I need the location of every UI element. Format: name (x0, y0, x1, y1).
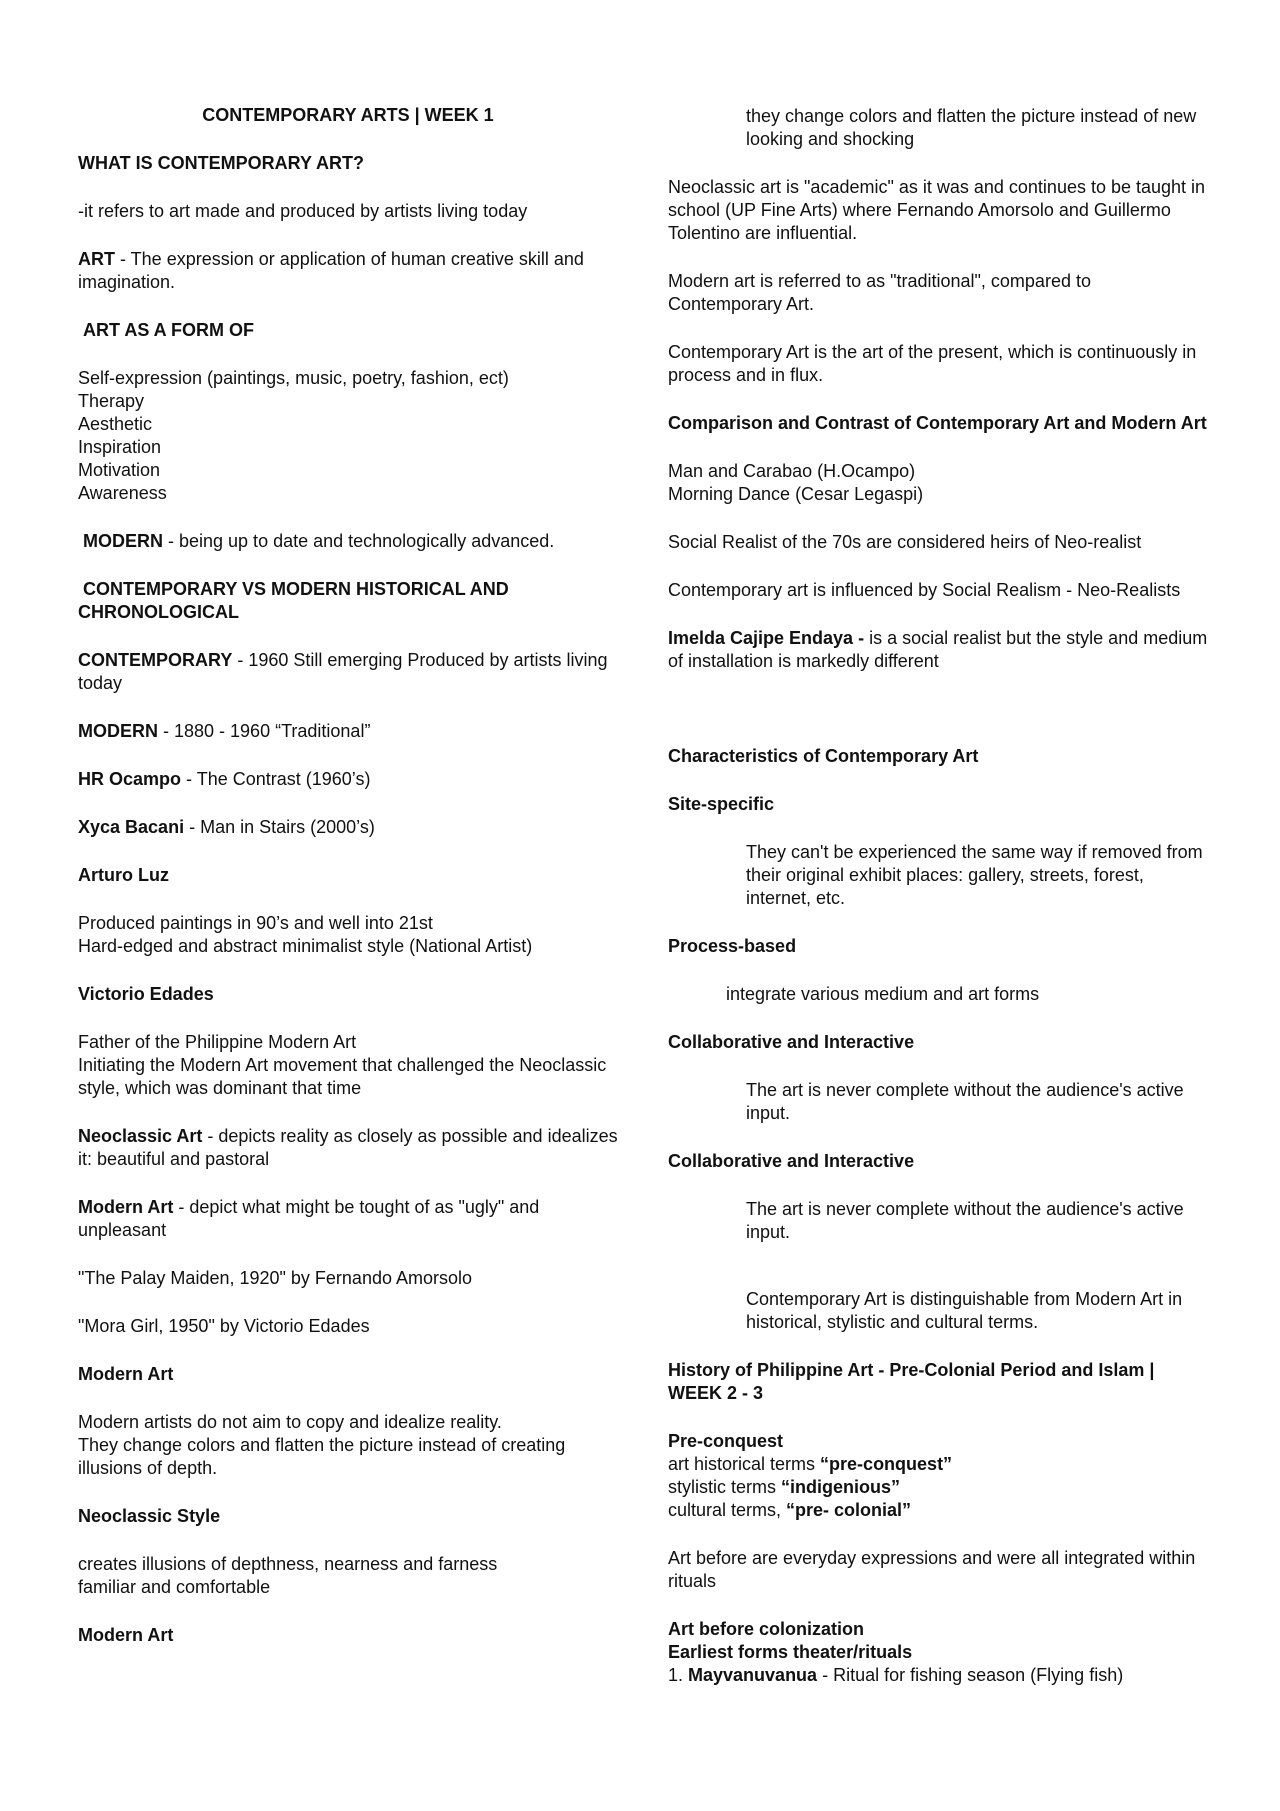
heading-characteristics: Characteristics of Contemporary Art (668, 746, 979, 766)
list-item (668, 1453, 1208, 1476)
everyday-paragraph: Art before are everyday expressions and were all integrated within rituals (668, 1548, 1196, 1591)
academic-paragraph: Neoclassic art is "academic" as it was and continues to be taught in school (UP Fine Arts) where Fernando Amorsolo and Guillermo Tolentino are influential. (668, 177, 1206, 243)
list-item: Awareness (78, 483, 167, 503)
modern-def: - being up to date and technologically advanced. (163, 531, 555, 551)
site-specific-text: They can't be experienced the same way if removed from their original exhibit places: gallery, streets, forest, internet, etc. (746, 842, 1203, 908)
heading-collaborative: Collaborative and Interactive (668, 1032, 915, 1052)
term-label: art historical terms (668, 1454, 821, 1474)
heading-what-is: WHAT IS CONTEMPORARY ART? (78, 153, 364, 173)
neoclassic-definition (78, 1125, 618, 1171)
colonization-block (668, 1618, 1208, 1687)
hr-def: - The Contrast (1960’s) (181, 769, 371, 789)
imelda-def: is a social realist but the style and medium of installation is markedly different (668, 628, 1208, 671)
term-value: “indigenious” (781, 1477, 901, 1497)
list-item: Hard-edged and abstract minimalist style (National Artist) (78, 936, 533, 956)
document-title: CONTEMPORARY ARTS | WEEK 1 (202, 105, 494, 125)
mayvanuvanua-term: Mayvanuvanua (688, 1665, 818, 1685)
distinguishable-paragraph: Contemporary Art is distinguishable from Modern Art in historical, stylistic and cultural terms. (746, 1289, 1183, 1332)
modern-period (78, 720, 618, 743)
modern-definition (83, 530, 618, 553)
heading-process-based: Process-based (668, 936, 797, 956)
list-item: Modern artists do not aim to copy and idealize reality. (78, 1412, 502, 1432)
right-column (668, 105, 1208, 1712)
term-value: “pre- colonial” (786, 1500, 912, 1520)
list-item: Morning Dance (Cesar Legaspi) (668, 484, 924, 504)
modern-term: MODERN (83, 531, 163, 551)
heading-modern-art-2: Modern Art (78, 1625, 174, 1645)
heading-before-colonization: Art before colonization (668, 1619, 865, 1639)
art-definition (78, 248, 618, 294)
continued-text: they change colors and flatten the picture instead of new looking and shocking (746, 106, 1197, 149)
contemporary-term: CONTEMPORARY (78, 650, 233, 670)
term-value: “pre-conquest” (820, 1454, 953, 1474)
term-label: stylistic terms (668, 1477, 782, 1497)
process-based-text: integrate various medium and art forms (726, 984, 1040, 1004)
heading-victorio-edades: Victorio Edades (78, 984, 214, 1004)
hr-term: HR Ocampo (78, 769, 182, 789)
list-item (668, 1499, 1208, 1522)
modern-period-term: MODERN (78, 721, 158, 741)
neoclassic-style-list (78, 1553, 618, 1599)
heading-preconquest: Pre-conquest (668, 1431, 784, 1451)
modern-art-definition (78, 1196, 618, 1242)
palay-maiden: "The Palay Maiden, 1920" by Fernando Amorsolo (78, 1268, 473, 1288)
present-paragraph: Contemporary Art is the art of the present, which is continuously in process and in flux. (668, 342, 1197, 385)
contemporary-definition (78, 649, 618, 695)
list-item: Therapy (78, 391, 145, 411)
xyca-bacani (78, 816, 618, 839)
list-item: Father of the Philippine Modern Art (78, 1032, 357, 1052)
xyca-term: Xyca Bacani (78, 817, 185, 837)
list-item: Produced paintings in 90’s and well into 21st (78, 913, 433, 933)
list-item: familiar and comfortable (78, 1577, 271, 1597)
comparison-list (668, 460, 1208, 506)
heading-collaborative-2: Collaborative and Interactive (668, 1151, 915, 1171)
list-item: Self-expression (paintings, music, poetry, fashion, ect) (78, 368, 509, 388)
list-item: creates illusions of depthness, nearness and farness (78, 1554, 498, 1574)
neoclassic-def: - depicts reality as closely as possible and idealizes it: beautiful and pastoral (78, 1126, 618, 1169)
neoclassic-term: Neoclassic Art (78, 1126, 203, 1146)
social-realist-paragraph: Social Realist of the 70s are considered heirs of Neo-realist (668, 532, 1142, 552)
imelda-paragraph (668, 627, 1208, 673)
collaborative-text: The art is never complete without the audience's active input. (746, 1080, 1184, 1123)
modern-art-term: Modern Art (78, 1197, 174, 1217)
xyca-def: - Man in Stairs (2000’s) (184, 817, 375, 837)
term-label: cultural terms, (668, 1500, 787, 1520)
definition-line: -it refers to art made and produced by artists living today (78, 201, 528, 221)
mayvanuvanua-def: - Ritual for fishing season (Flying fish) (817, 1665, 1124, 1685)
arturo-list (78, 912, 618, 958)
victorio-list (78, 1031, 618, 1100)
list-item: Inspiration (78, 437, 162, 457)
art-term: ART (78, 249, 115, 269)
item-number: 1. (668, 1665, 689, 1685)
art-forms-list (78, 367, 618, 505)
heading-history: History of Philippine Art - Pre-Colonial Period and Islam | WEEK 2 - 3 (668, 1360, 1155, 1403)
modern-period-def: - 1880 - 1960 “Traditional” (158, 721, 371, 741)
left-column (78, 104, 618, 1672)
collaborative-text-2: The art is never complete without the audience's active input. (746, 1199, 1184, 1242)
imelda-term: Imelda Cajipe Endaya - (668, 628, 865, 648)
heading-modern-art: Modern Art (78, 1364, 174, 1384)
list-item: Man and Carabao (H.Ocampo) (668, 461, 916, 481)
contemporary-def: - 1960 Still emerging Produced by artists living today (78, 650, 608, 693)
list-item: Motivation (78, 460, 161, 480)
traditional-paragraph: Modern art is referred to as "traditional", compared to Contemporary Art. (668, 271, 1091, 314)
heading-contemporary-vs-modern (78, 578, 618, 624)
hr-ocampo (78, 768, 618, 791)
heading-art-form: ART AS A FORM OF (83, 320, 254, 340)
preconquest-block (668, 1430, 1208, 1522)
mora-girl: "Mora Girl, 1950" by Victorio Edades (78, 1316, 370, 1336)
list-item: They change colors and flatten the picture instead of creating illusions of depth. (78, 1435, 566, 1478)
modern-art-list (78, 1411, 618, 1480)
heading-arturo-luz: Arturo Luz (78, 865, 169, 885)
heading-neoclassic-style: Neoclassic Style (78, 1506, 221, 1526)
heading-site-specific: Site-specific (668, 794, 775, 814)
art-def: - The expression or application of human creative skill and imagination. (78, 249, 584, 292)
heading-comparison: Comparison and Contrast of Contemporary Art and Modern Art (668, 413, 1207, 433)
influenced-paragraph: Contemporary art is influenced by Social Realism - Neo-Realists (668, 580, 1181, 600)
list-item: Aesthetic (78, 414, 153, 434)
list-item: Initiating the Modern Art movement that challenged the Neoclassic style, which was dominant that time (78, 1055, 607, 1098)
cvm-heading-text: CONTEMPORARY VS MODERN HISTORICAL AND CHRONOLOGICAL (78, 579, 509, 622)
modern-art-def: - depict what might be tought of as "ugly" and unpleasant (78, 1197, 540, 1240)
list-item (668, 1664, 1208, 1687)
list-item (668, 1476, 1208, 1499)
heading-earliest-forms: Earliest forms theater/rituals (668, 1642, 913, 1662)
